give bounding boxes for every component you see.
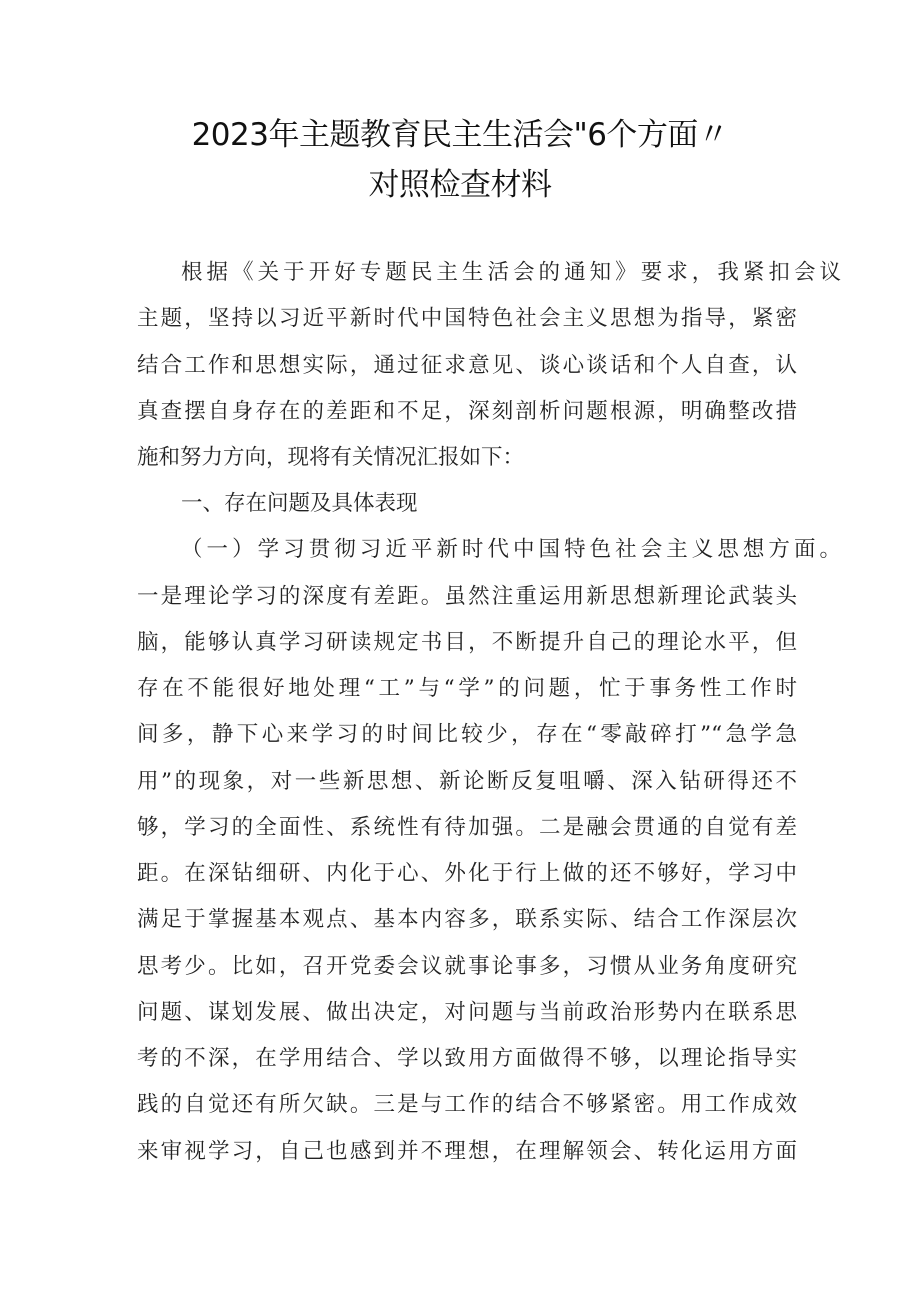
paragraph-line: 满足于掌握基本观点、基本内容多，联系实际、结合工作深层次 — [137, 907, 797, 932]
paragraph-line: 来审视学习，自己也感到并不理想，在理解领会、转化运用方面 — [137, 1139, 797, 1164]
paragraph-intro-line: 根据《关于开好专题民主生活会的通知》要求，我紧扣会议 — [181, 260, 841, 285]
paragraph-line: 脑，能够认真学习研读规定书目，不断提升自己的理论水平，但 — [137, 630, 797, 655]
paragraph-line: 思考少。比如，召开党委会议就事论事多，习惯从业务角度研究 — [137, 954, 797, 979]
paragraph-line: 一是理论学习的深度有差距。虽然注重运用新思想新理论武装头 — [137, 584, 797, 609]
paragraph-intro-line: 真查摆自身存在的差距和不足，深刻剖析问题根源，明确整改措 — [137, 399, 797, 424]
paragraph-line: 距。在深钻细研、内化于心、外化于行上做的还不够好，学习中 — [137, 861, 797, 886]
paragraph-line: 存在不能很好地处理“工”与“学”的问题，忙于事务性工作时 — [137, 676, 797, 701]
paragraph-intro-line: 施和努力方向，现将有关情况汇报如下： — [137, 445, 525, 470]
paragraph-line: 践的自觉还有所欠缺。三是与工作的结合不够紧密。用工作成效 — [137, 1092, 797, 1117]
paragraph-line: 够，学习的全面性、系统性有待加强。二是融会贯通的自觉有差 — [137, 815, 797, 840]
paragraph-intro-line: 结合工作和思想实际，通过征求意见、谈心谈话和个人自查，认 — [137, 353, 797, 378]
document-title-line-2: 对照检查材料 — [368, 167, 552, 203]
paragraph-line: 问题、谋划发展、做出决定，对问题与当前政治形势内在联系思 — [137, 1000, 797, 1025]
paragraph-line: 用”的现象，对一些新思想、新论断反复咀嚼、深入钻研得还不 — [137, 769, 797, 794]
paragraph-line: 考的不深，在学用结合、学以致用方面做得不够，以理论指导实 — [137, 1046, 797, 1071]
paragraph-intro-line: 主题，坚持以习近平新时代中国特色社会主义思想为指导，紧密 — [137, 306, 797, 331]
document-title-line-1: 2023年主题教育民主生活会"6个方面〃 — [191, 117, 729, 153]
paragraph-line: 间多，静下心来学习的时间比较少，存在“零敲碎打”“急学急 — [137, 722, 797, 747]
subsection-heading: （一）学习贯彻习近平新时代中国特色社会主义思想方面。 — [181, 537, 841, 562]
section-heading: 一、存在问题及具体表现 — [181, 491, 418, 516]
